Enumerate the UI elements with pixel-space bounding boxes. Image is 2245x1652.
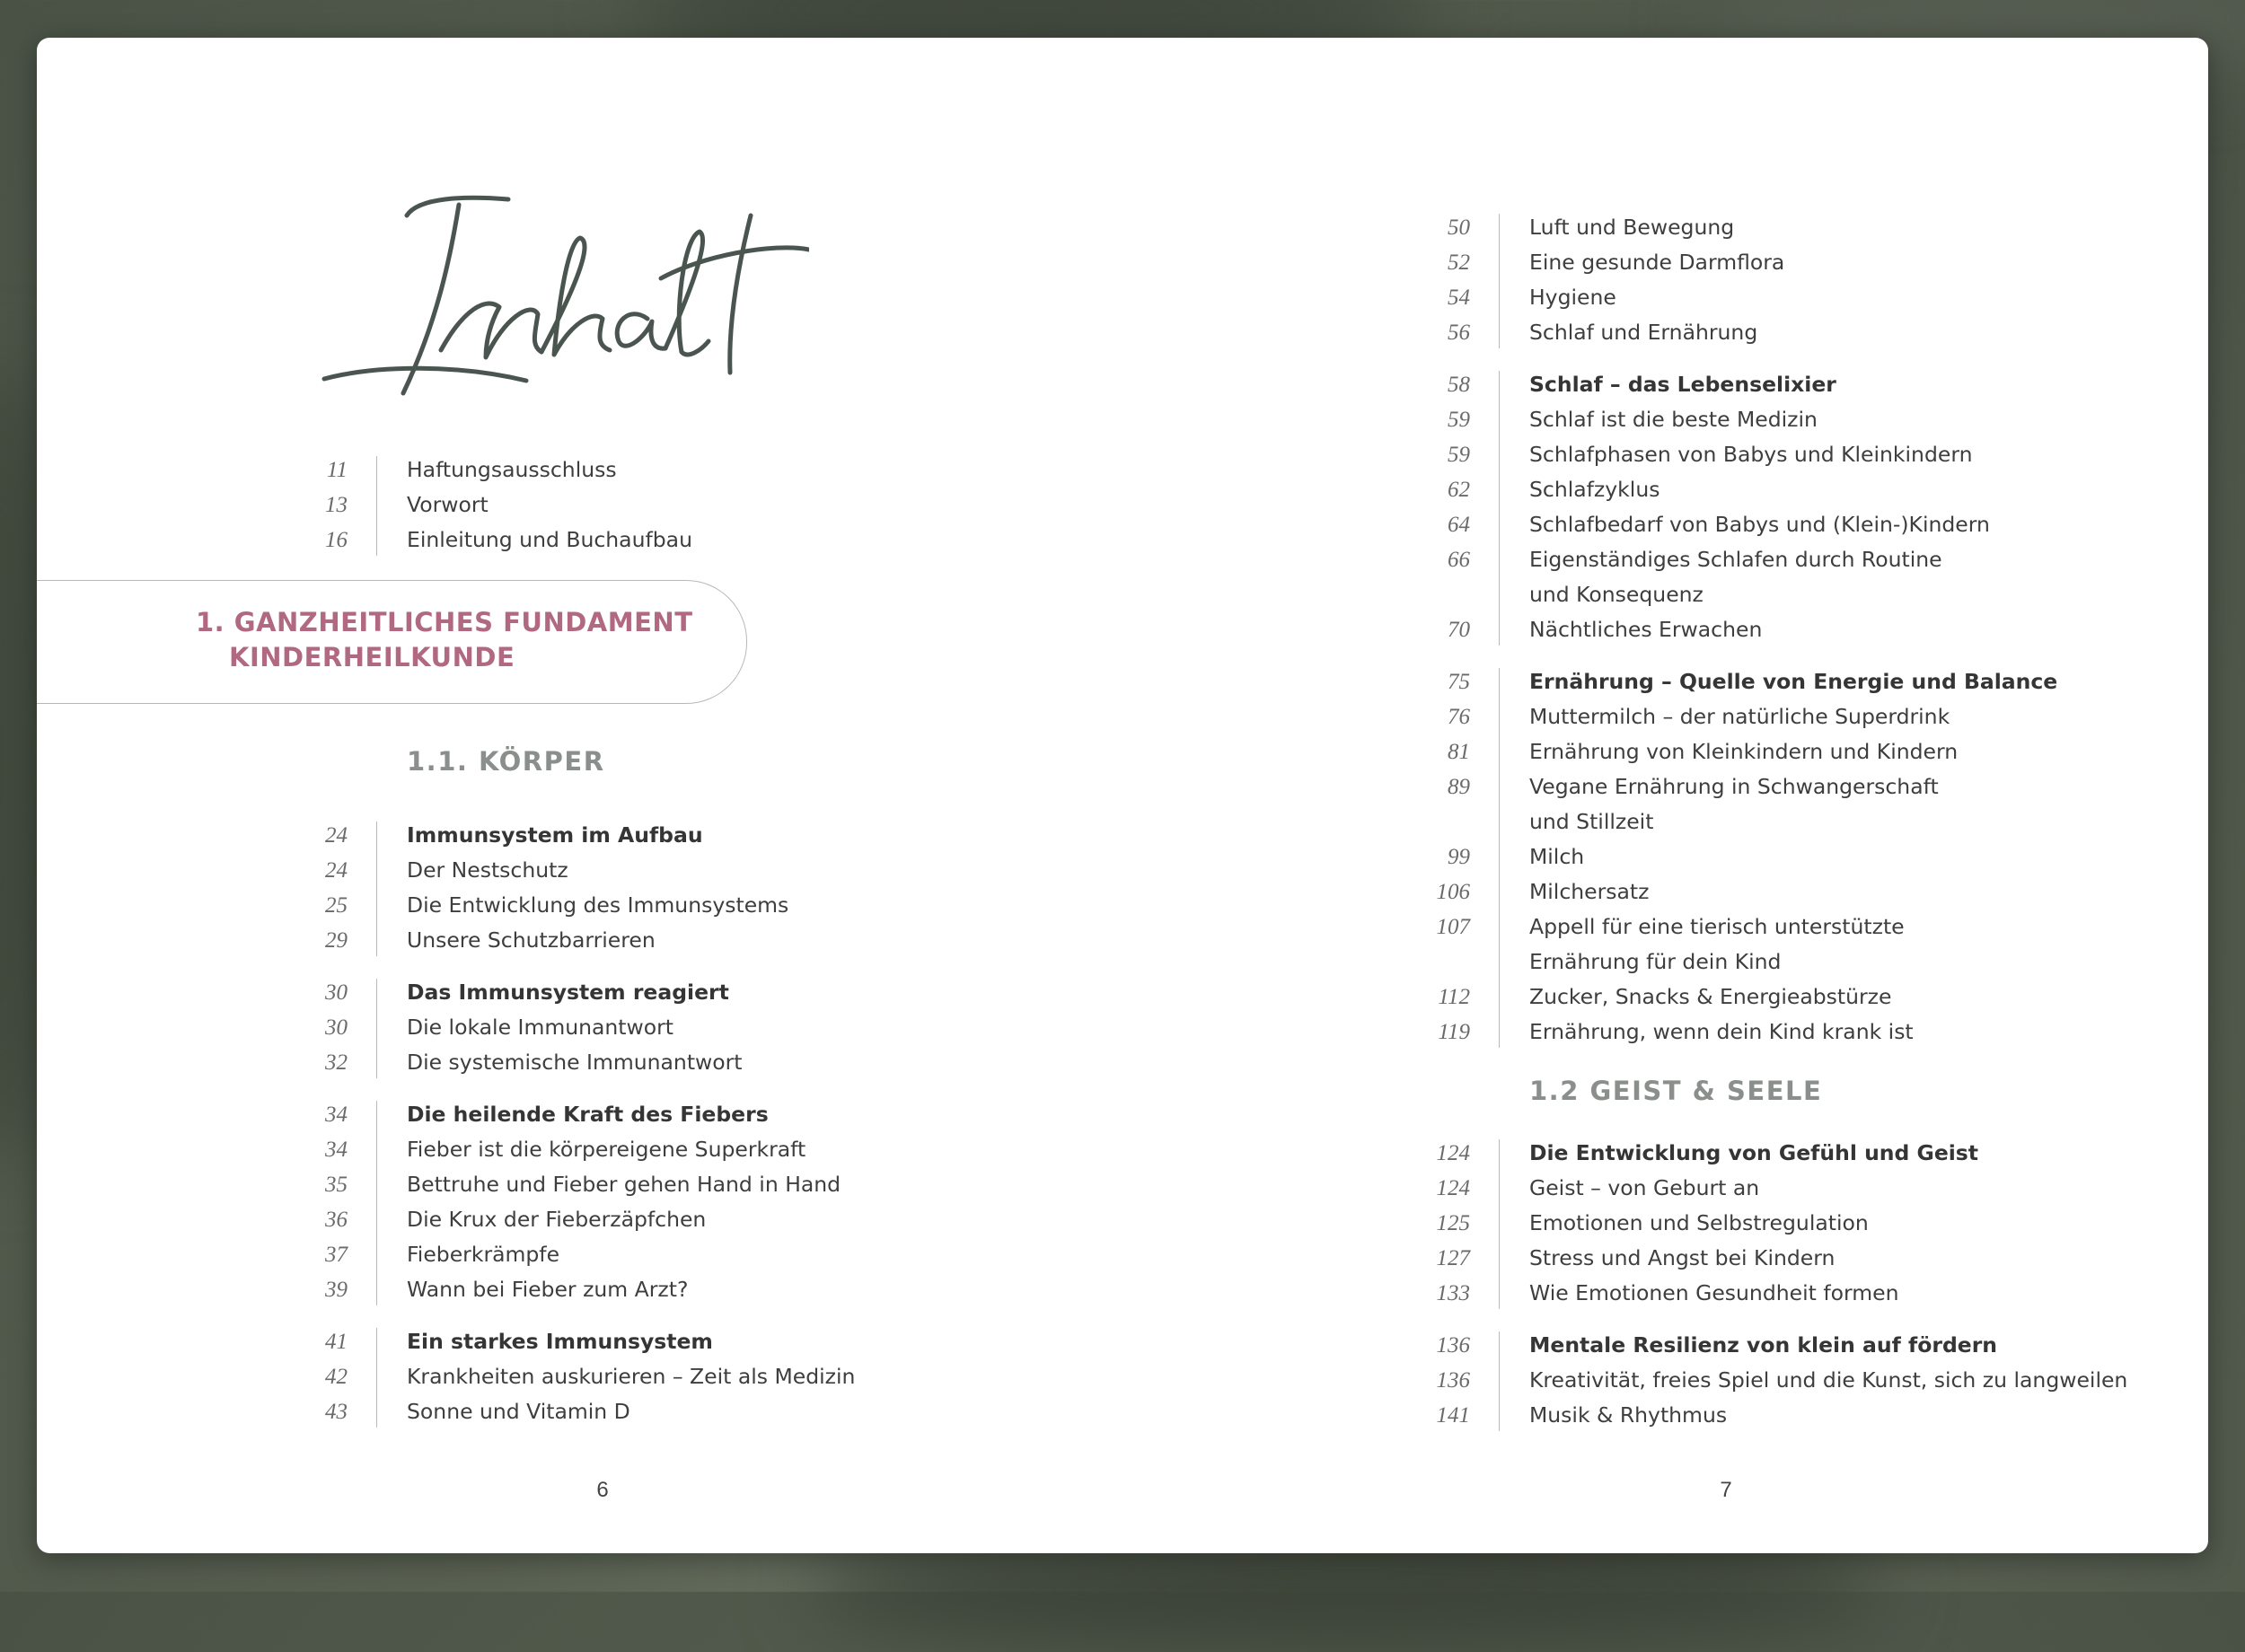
toc-entry-title: Schlafbedarf von Babys und (Klein-)Kindern (1529, 512, 1990, 537)
toc-entry-title: Zucker, Snacks & Energieabstürze (1529, 984, 1892, 1009)
toc-entry-title: Ernährung für dein Kind (1529, 949, 1782, 974)
book-spread (37, 38, 2208, 1553)
toc-page-number: 62 (1448, 478, 1470, 502)
toc-entry-title: Kreativität, freies Spiel und die Kunst, sich zu langweilen (1529, 1367, 2128, 1393)
toc-page-number: 66 (1448, 548, 1470, 572)
toc-entry-title: und Konsequenz (1529, 582, 1704, 607)
toc-page-number: 32 (325, 1050, 348, 1075)
toc-page-number: 89 (1448, 775, 1470, 799)
page-number-right: 7 (1720, 1478, 1732, 1502)
toc-subheading: Das Immunsystem reagiert (407, 980, 729, 1005)
toc-page-number: 30 (325, 980, 348, 1005)
toc-entry-title: Geist – von Geburt an (1529, 1175, 1760, 1200)
toc-entry-title: Musik & Rhythmus (1529, 1402, 1728, 1428)
toc-entry-title: Fieber ist die körpereigene Superkraft (407, 1137, 806, 1162)
toc-page-number: 75 (1448, 670, 1470, 694)
toc-page-number: 16 (325, 528, 348, 552)
toc-entry-title: Wie Emotionen Gesundheit formen (1529, 1280, 1899, 1305)
toc-subheading: Ein starkes Immunsystem (407, 1329, 713, 1354)
toc-page-number: 107 (1436, 915, 1470, 939)
toc-page-number: 37 (325, 1243, 348, 1267)
toc-page-number: 24 (325, 823, 348, 848)
chapter-title-line2: KINDERHEILKUNDE (229, 642, 515, 672)
toc-entry-title: und Stillzeit (1529, 809, 1654, 834)
toc-entry-title: Haftungsausschluss (407, 457, 617, 482)
toc-entry-title: Einleitung und Buchaufbau (407, 527, 692, 552)
heading-script-inhalt (306, 153, 809, 422)
toc-entry-title: Der Nestschutz (407, 857, 568, 883)
toc-entry-title: Bettruhe und Fieber gehen Hand in Hand (407, 1172, 841, 1197)
toc-entry-title: Schlaf ist die beste Medizin (1529, 407, 1818, 432)
toc-page-number: 127 (1436, 1246, 1470, 1270)
toc-page-number: 36 (325, 1208, 348, 1232)
toc-page-number: 52 (1448, 250, 1470, 275)
toc-page-number: 39 (325, 1278, 348, 1302)
toc-page-number: 59 (1448, 408, 1470, 432)
toc-entry-title: Schlafphasen von Babys und Kleinkindern (1529, 442, 1973, 467)
toc-entry-title: Die lokale Immunantwort (407, 1015, 674, 1040)
toc-page-number: 124 (1436, 1141, 1470, 1165)
toc-page-number: 24 (325, 858, 348, 883)
toc-page-number: 54 (1448, 286, 1470, 310)
toc-page-number: 124 (1436, 1176, 1470, 1200)
page-number-left: 6 (596, 1478, 609, 1502)
toc-page-number: 81 (1448, 740, 1470, 764)
toc-entry-title: Ernährung von Kleinkindern und Kindern (1529, 739, 1959, 764)
toc-entry-title: Schlaf und Ernährung (1529, 320, 1758, 345)
toc-entry-title: Eigenständiges Schlafen durch Routine (1529, 547, 1942, 572)
toc-group-rule (376, 979, 377, 1078)
toc-page-number: 58 (1448, 373, 1470, 397)
toc-entry-title: Hygiene (1529, 285, 1616, 310)
toc-group-rule (1499, 371, 1500, 646)
toc-subheading: Schlaf – das Lebenselixier (1529, 372, 1836, 397)
toc-group-rule (1499, 668, 1500, 1048)
toc-entry-title: Die Entwicklung des Immunsystems (407, 892, 789, 918)
toc-page-number: 41 (325, 1330, 348, 1354)
toc-entry-title: Fieberkrämpfe (407, 1242, 560, 1267)
toc-page-number: 99 (1448, 845, 1470, 869)
toc-group-rule (376, 1328, 377, 1428)
toc-entry-title: Die systemische Immunantwort (407, 1050, 743, 1075)
toc-subheading: Ernährung – Quelle von Energie und Balance (1529, 669, 2058, 694)
toc-page-number: 76 (1448, 705, 1470, 729)
toc-group-rule (376, 1101, 377, 1305)
toc-entry-title: Appell für eine tierisch unterstützte (1529, 914, 1905, 939)
toc-page-number: 136 (1436, 1368, 1470, 1393)
toc-entry-title: Eine gesunde Darmflora (1529, 250, 1785, 275)
toc-page-number: 29 (325, 928, 348, 953)
toc-group-rule (376, 822, 377, 956)
toc-page-number: 11 (326, 458, 348, 482)
toc-page-number: 125 (1436, 1211, 1470, 1235)
toc-entry-title: Unsere Schutzbarrieren (407, 927, 656, 953)
toc-page-number: 59 (1448, 443, 1470, 467)
toc-page-number: 56 (1448, 321, 1470, 345)
toc-page-number: 42 (325, 1365, 348, 1389)
toc-subheading: Die Entwicklung von Gefühl und Geist (1529, 1140, 1979, 1165)
toc-page-number: 50 (1448, 215, 1470, 240)
toc-entry-title: Sonne und Vitamin D (407, 1399, 630, 1424)
toc-entry-title: Vorwort (407, 492, 489, 517)
toc-page-number: 43 (325, 1400, 348, 1424)
toc-entry-title: Luft und Bewegung (1529, 215, 1735, 240)
toc-page-number: 13 (325, 493, 348, 517)
toc-group-rule (376, 456, 377, 556)
toc-entry-title: Milch (1529, 844, 1585, 869)
toc-entry-title: Schlafzyklus (1529, 477, 1660, 502)
toc-page-number: 141 (1436, 1403, 1470, 1428)
toc-page-number: 70 (1448, 618, 1470, 642)
toc-entry-title: Wann bei Fieber zum Arzt? (407, 1277, 689, 1302)
toc-subheading: Immunsystem im Aufbau (407, 822, 703, 848)
toc-entry-title: Milchersatz (1529, 879, 1650, 904)
toc-page-number: 112 (1438, 985, 1470, 1009)
section-heading-koerper: 1.1. KÖRPER (407, 746, 605, 777)
toc-group-rule (1499, 1139, 1500, 1309)
toc-page-number: 25 (325, 893, 348, 918)
toc-entry-title: Stress und Angst bei Kindern (1529, 1245, 1836, 1270)
toc-page-number: 64 (1448, 513, 1470, 537)
chapter-title-line1: 1. GANZHEITLICHES FUNDAMENT (196, 607, 693, 637)
toc-page-number: 136 (1436, 1333, 1470, 1358)
toc-group-rule (1499, 1331, 1500, 1431)
toc-page-number: 30 (325, 1015, 348, 1040)
toc-entry-title: Nächtliches Erwachen (1529, 617, 1763, 642)
toc-group-rule (1499, 214, 1500, 348)
toc-page-number: 119 (1438, 1020, 1470, 1044)
toc-subheading: Die heilende Kraft des Fiebers (407, 1102, 769, 1127)
toc-page-number: 35 (325, 1173, 348, 1197)
toc-entry-title: Vegane Ernährung in Schwangerschaft (1529, 774, 1939, 799)
toc-entry-title: Emotionen und Selbstregulation (1529, 1210, 1869, 1235)
toc-entry-title: Ernährung, wenn dein Kind krank ist (1529, 1019, 1914, 1044)
toc-subheading: Mentale Resilienz von klein auf fördern (1529, 1332, 1998, 1358)
toc-page-number: 34 (325, 1103, 348, 1127)
section-heading-geist-seele: 1.2 GEIST & SEELE (1529, 1076, 1823, 1106)
toc-page-number: 34 (325, 1138, 348, 1162)
toc-entry-title: Krankheiten auskurieren – Zeit als Medizin (407, 1364, 856, 1389)
toc-entry-title: Muttermilch – der natürliche Superdrink (1529, 704, 1950, 729)
toc-entry-title: Die Krux der Fieberzäpfchen (407, 1207, 707, 1232)
toc-page-number: 106 (1436, 880, 1470, 904)
toc-page-number: 133 (1436, 1281, 1470, 1305)
